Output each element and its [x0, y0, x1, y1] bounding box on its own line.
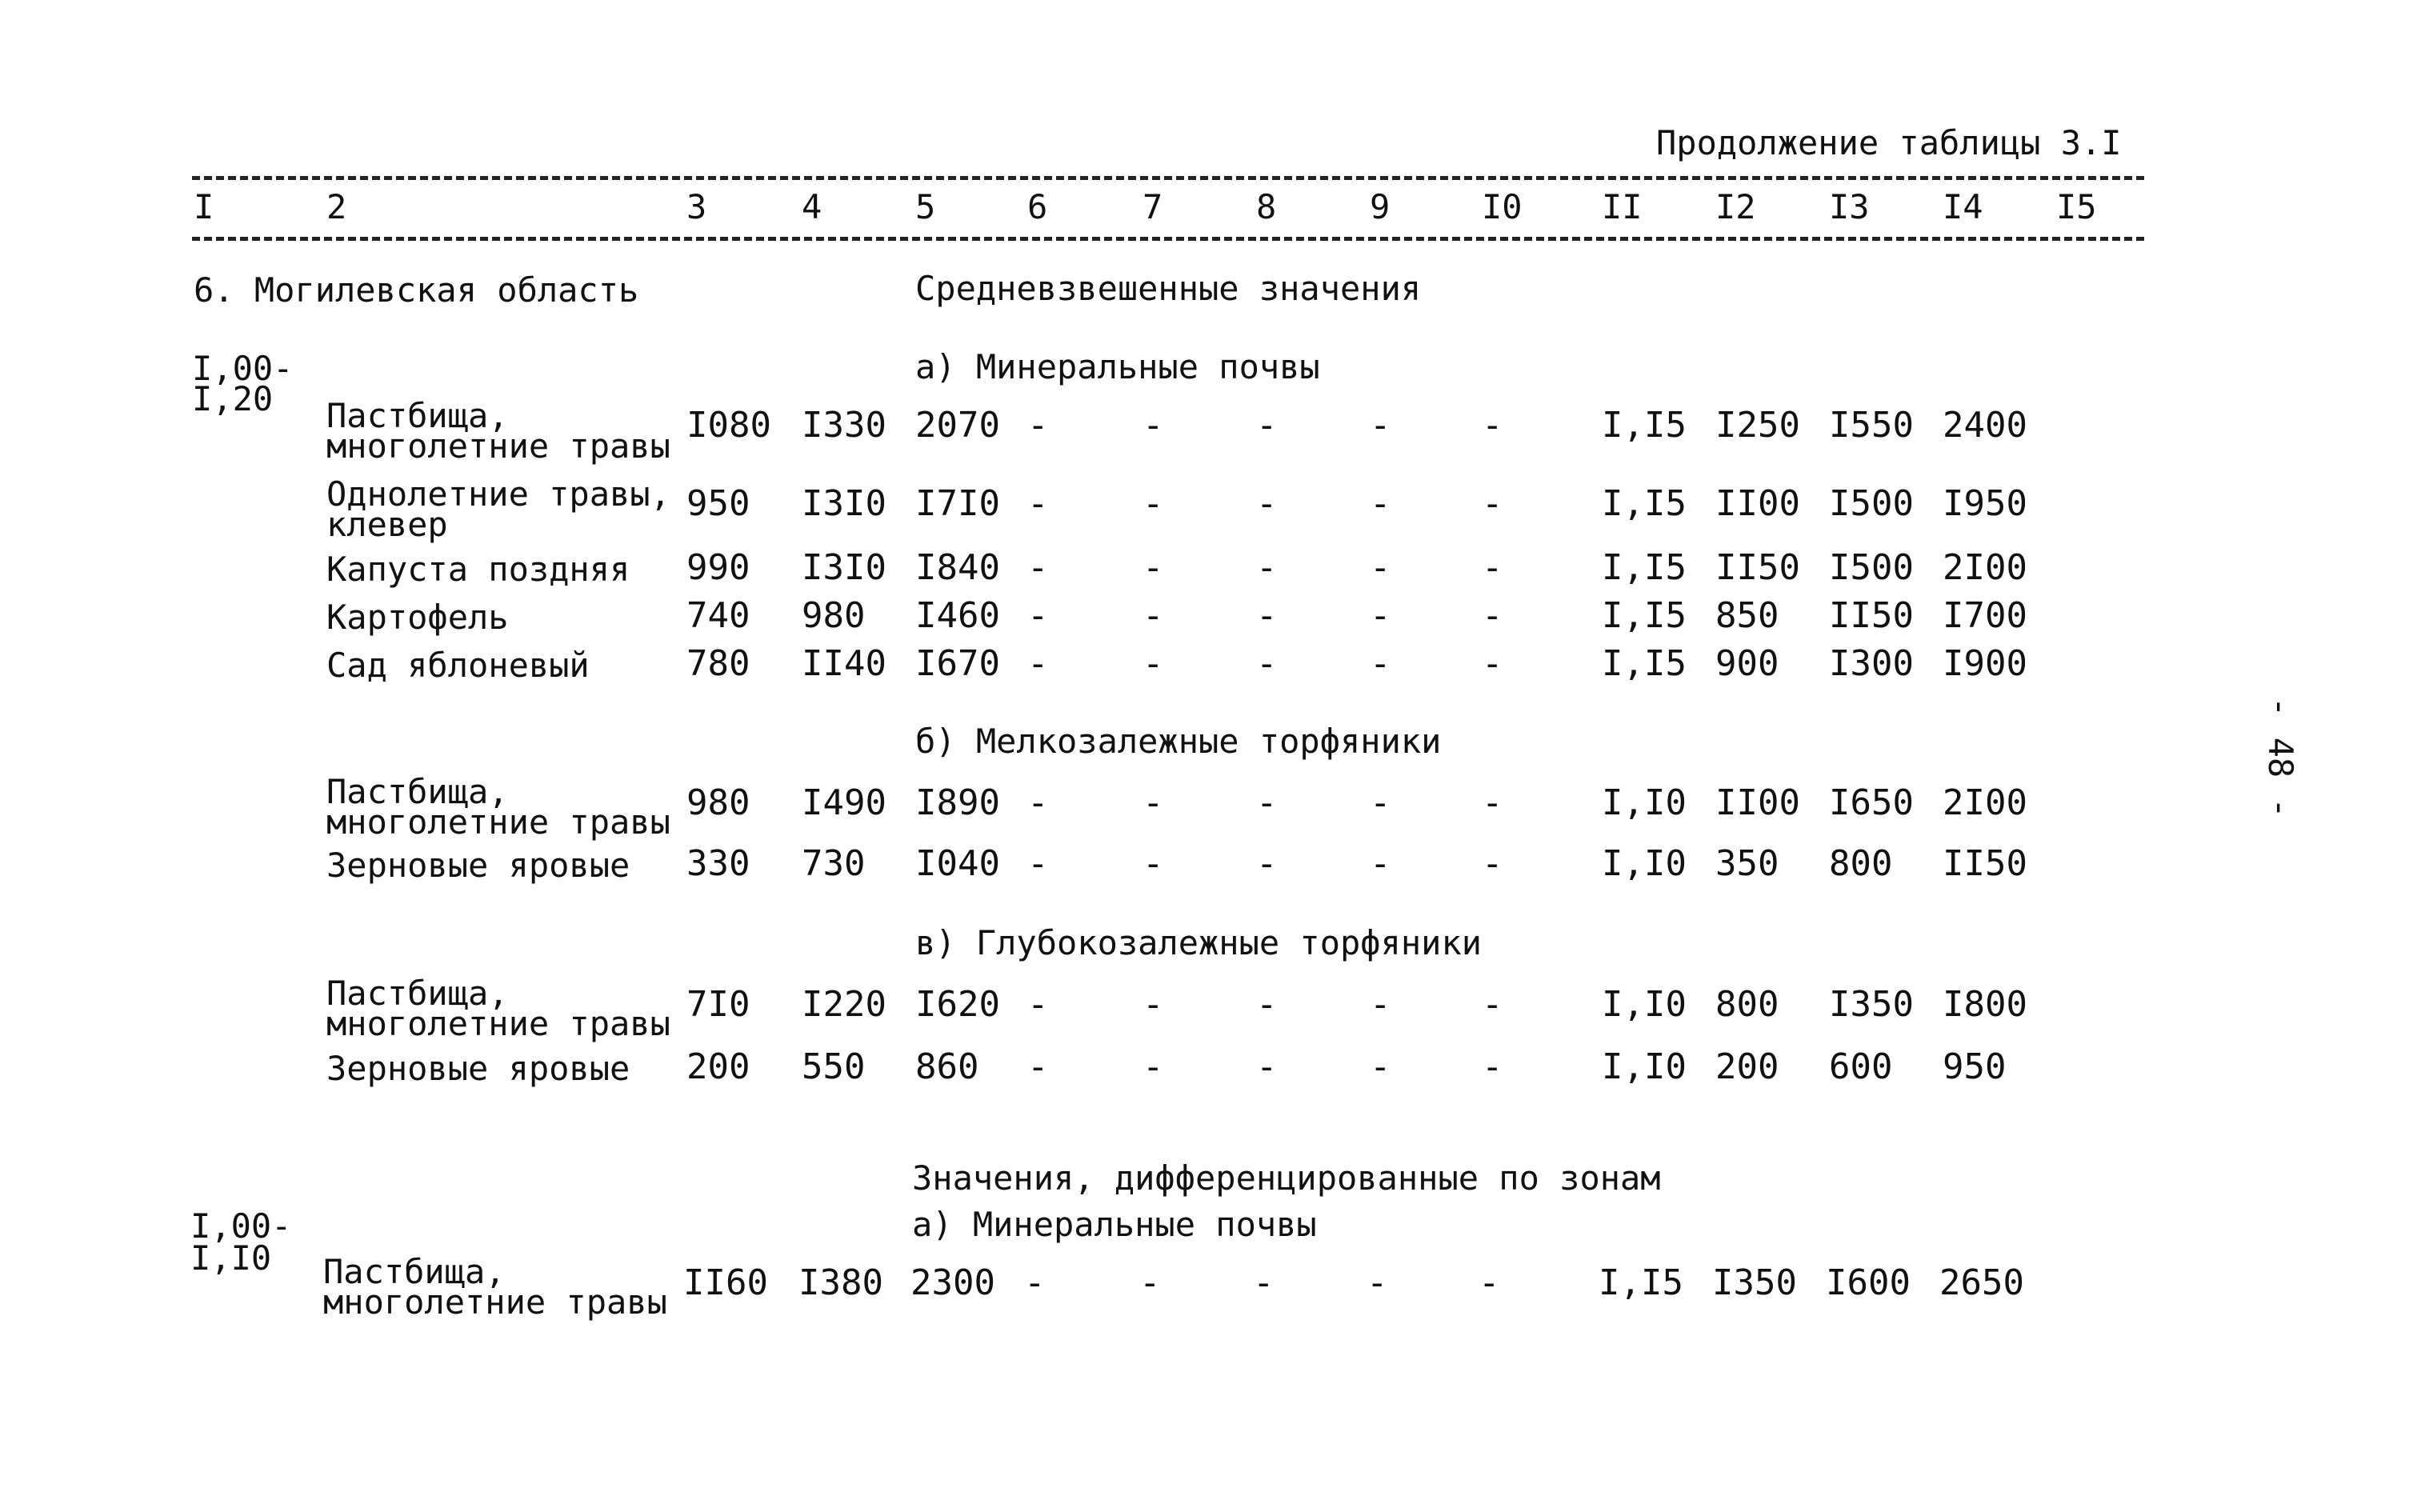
header-col-8: 8 [1256, 187, 1277, 226]
value-col8: - [1256, 405, 1278, 446]
value-col13: II50 [1829, 595, 1914, 636]
header-col-7: 7 [1142, 187, 1163, 226]
value-col14: I700 [1943, 595, 2027, 636]
header-col-11: II [1602, 187, 1643, 226]
value-col8: - [1253, 1262, 1275, 1303]
value-col11: I,I0 [1602, 843, 1687, 884]
crop-name-cont: клевер [326, 505, 448, 544]
value-col9: - [1367, 1262, 1388, 1303]
value-col9: - [1370, 595, 1391, 636]
value-col3: II60 [683, 1262, 768, 1303]
value-col12: II00 [1715, 483, 1800, 524]
value-col5: 2070 [915, 405, 1000, 446]
value-col4: I3I0 [802, 547, 886, 588]
value-col14: 2I00 [1943, 547, 2027, 588]
value-col8: - [1256, 782, 1278, 823]
value-col8: - [1256, 595, 1278, 636]
value-col14: I800 [1943, 984, 2027, 1025]
value-col6: - [1024, 1262, 1046, 1303]
value-col11: I,I5 [1602, 405, 1687, 446]
value-col10: - [1482, 984, 1503, 1025]
value-col7: - [1139, 1262, 1161, 1303]
header-col-10: I0 [1482, 187, 1523, 226]
header-col-3: 3 [686, 187, 707, 226]
value-col9: - [1370, 547, 1391, 588]
value-col9: - [1370, 483, 1391, 524]
value-col8: - [1256, 1046, 1278, 1087]
value-col6: - [1027, 483, 1049, 524]
value-col10: - [1482, 547, 1503, 588]
crop-name-cont: многолетние травы [326, 802, 670, 842]
value-col7: - [1142, 643, 1164, 684]
group1-range-line2: I,20 [192, 379, 274, 418]
header-col-12: I2 [1715, 187, 1756, 226]
header-col-14: I4 [1943, 187, 1983, 226]
value-col4: 730 [802, 843, 866, 884]
header-col-5: 5 [915, 187, 936, 226]
value-col4: 980 [802, 595, 866, 636]
group1-range-line1: I,00- [192, 349, 294, 388]
value-col5: 860 [915, 1046, 979, 1087]
value-col10: - [1482, 595, 1503, 636]
value-col3: 990 [686, 547, 750, 588]
crop-name: Пастбища, [326, 396, 509, 435]
header-col-9: 9 [1370, 187, 1391, 226]
value-col10: - [1482, 782, 1503, 823]
value-col3: 7I0 [686, 984, 750, 1025]
value-col6: - [1027, 984, 1049, 1025]
value-col10: - [1482, 483, 1503, 524]
value-col7: - [1142, 843, 1164, 884]
value-col12: 350 [1715, 843, 1779, 884]
value-col14: 2650 [1939, 1262, 2024, 1303]
section-weighted-title: Средневзвешенные значения [915, 269, 1422, 308]
value-col7: - [1142, 595, 1164, 636]
value-col5: I670 [915, 643, 1000, 684]
crop-name: Пастбища, [326, 974, 509, 1013]
crop-name: Пастбища, [326, 772, 509, 811]
header-bottom-rule [192, 237, 2144, 241]
value-col13: 800 [1829, 843, 1893, 884]
header-col-15: I5 [2056, 187, 2097, 226]
value-col3: I080 [686, 405, 771, 446]
value-col10: - [1482, 843, 1503, 884]
value-col6: - [1027, 1046, 1049, 1087]
value-col13: I600 [1826, 1262, 1911, 1303]
value-col8: - [1256, 643, 1278, 684]
crop-name: Капуста поздняя [326, 550, 630, 589]
value-col10: - [1482, 405, 1503, 446]
value-col3: 740 [686, 595, 750, 636]
value-col13: I550 [1829, 405, 1914, 446]
value-col13: I500 [1829, 547, 1914, 588]
value-col3: 330 [686, 843, 750, 884]
crop-name-cont: многолетние травы [326, 426, 670, 466]
value-col8: - [1256, 483, 1278, 524]
value-col9: - [1370, 984, 1391, 1025]
value-col12: 900 [1715, 643, 1779, 684]
section-zones-title: Значения, дифференцированные по зонам [912, 1158, 1661, 1198]
value-col12: I350 [1712, 1262, 1797, 1303]
value-col12: I250 [1715, 405, 1800, 446]
value-col3: 200 [686, 1046, 750, 1087]
value-col3: 950 [686, 483, 750, 524]
region-title: 6. Могилевская область [194, 270, 639, 310]
value-col8: - [1256, 843, 1278, 884]
value-col9: - [1370, 843, 1391, 884]
value-col11: I,I0 [1602, 984, 1687, 1025]
value-col6: - [1027, 643, 1049, 684]
value-col11: I,I5 [1602, 643, 1687, 684]
value-col5: 2300 [910, 1262, 995, 1303]
subsection-mineral-title: а) Минеральные почвы [915, 347, 1320, 386]
header-col-6: 6 [1027, 187, 1048, 226]
value-col13: I300 [1829, 643, 1914, 684]
value-col13: I500 [1829, 483, 1914, 524]
value-col12: 200 [1715, 1046, 1779, 1087]
value-col6: - [1027, 595, 1049, 636]
value-col10: - [1482, 643, 1503, 684]
value-col14: II50 [1943, 843, 2027, 884]
value-col5: I890 [915, 782, 1000, 823]
value-col13: 600 [1829, 1046, 1893, 1087]
value-col11: I,I0 [1602, 782, 1687, 823]
value-col4: I330 [802, 405, 886, 446]
value-col3: 980 [686, 782, 750, 823]
value-col7: - [1142, 483, 1164, 524]
value-col14: 2I00 [1943, 782, 2027, 823]
value-col4: I220 [802, 984, 886, 1025]
value-col5: I460 [915, 595, 1000, 636]
value-col12: 800 [1715, 984, 1779, 1025]
crop-name-cont: многолетние травы [326, 1004, 670, 1043]
value-col11: I,I5 [1599, 1262, 1683, 1303]
crop-name: Однолетние травы, [326, 474, 670, 514]
value-col9: - [1370, 1046, 1391, 1087]
value-col10: - [1482, 1046, 1503, 1087]
value-col9: - [1370, 405, 1391, 446]
value-col6: - [1027, 782, 1049, 823]
value-col7: - [1142, 782, 1164, 823]
group2-range-line1: I,00- [190, 1206, 292, 1246]
value-col11: I,I5 [1602, 595, 1687, 636]
value-col6: - [1027, 547, 1049, 588]
value-col7: - [1142, 405, 1164, 446]
page-number: - 48 - [2261, 697, 2300, 818]
value-col11: I,I0 [1602, 1046, 1687, 1087]
header-top-rule [192, 176, 2144, 180]
value-col8: - [1256, 547, 1278, 588]
subsection-shallow-peat-title: б) Мелкозалежные торфяники [915, 722, 1442, 761]
value-col5: I040 [915, 843, 1000, 884]
value-col13: I350 [1829, 984, 1914, 1025]
value-col10: - [1479, 1262, 1500, 1303]
value-col14: I900 [1943, 643, 2027, 684]
header-col-4: 4 [802, 187, 822, 226]
value-col4: II40 [802, 643, 886, 684]
group2-range-line2: I,I0 [190, 1238, 272, 1278]
value-col5: I840 [915, 547, 1000, 588]
value-col14: 2400 [1943, 405, 2027, 446]
value-col12: II50 [1715, 547, 1800, 588]
crop-name: Пастбища, [323, 1252, 506, 1291]
crop-name: Зерновые яровые [326, 1049, 630, 1088]
value-col7: - [1142, 547, 1164, 588]
value-col4: 550 [802, 1046, 866, 1087]
value-col7: - [1142, 984, 1164, 1025]
subsection-deep-peat-title: в) Глубокозалежные торфяники [915, 923, 1483, 962]
value-col7: - [1142, 1046, 1164, 1087]
value-col5: I620 [915, 984, 1000, 1025]
crop-name-cont: многолетние травы [323, 1282, 667, 1322]
value-col11: I,I5 [1602, 547, 1687, 588]
value-col6: - [1027, 405, 1049, 446]
value-col12: II00 [1715, 782, 1800, 823]
value-col3: 780 [686, 643, 750, 684]
table-caption: Продолжение таблицы 3.I [1656, 123, 2122, 162]
value-col5: I7I0 [915, 483, 1000, 524]
value-col11: I,I5 [1602, 483, 1687, 524]
value-col8: - [1256, 984, 1278, 1025]
value-col12: 850 [1715, 595, 1779, 636]
value-col9: - [1370, 643, 1391, 684]
value-col6: - [1027, 843, 1049, 884]
header-col-2: 2 [326, 187, 347, 226]
header-col-1: I [194, 187, 214, 226]
crop-name: Зерновые яровые [326, 846, 630, 885]
value-col4: I380 [798, 1262, 883, 1303]
value-col4: I490 [802, 782, 886, 823]
header-col-13: I3 [1829, 187, 1870, 226]
value-col4: I3I0 [802, 483, 886, 524]
value-col9: - [1370, 782, 1391, 823]
value-col13: I650 [1829, 782, 1914, 823]
crop-name: Картофель [326, 598, 509, 637]
subsection-mineral-title-zones: а) Минеральные почвы [912, 1205, 1317, 1244]
value-col14: I950 [1943, 483, 2027, 524]
crop-name: Сад яблоневый [326, 646, 590, 685]
value-col14: 950 [1943, 1046, 2007, 1087]
